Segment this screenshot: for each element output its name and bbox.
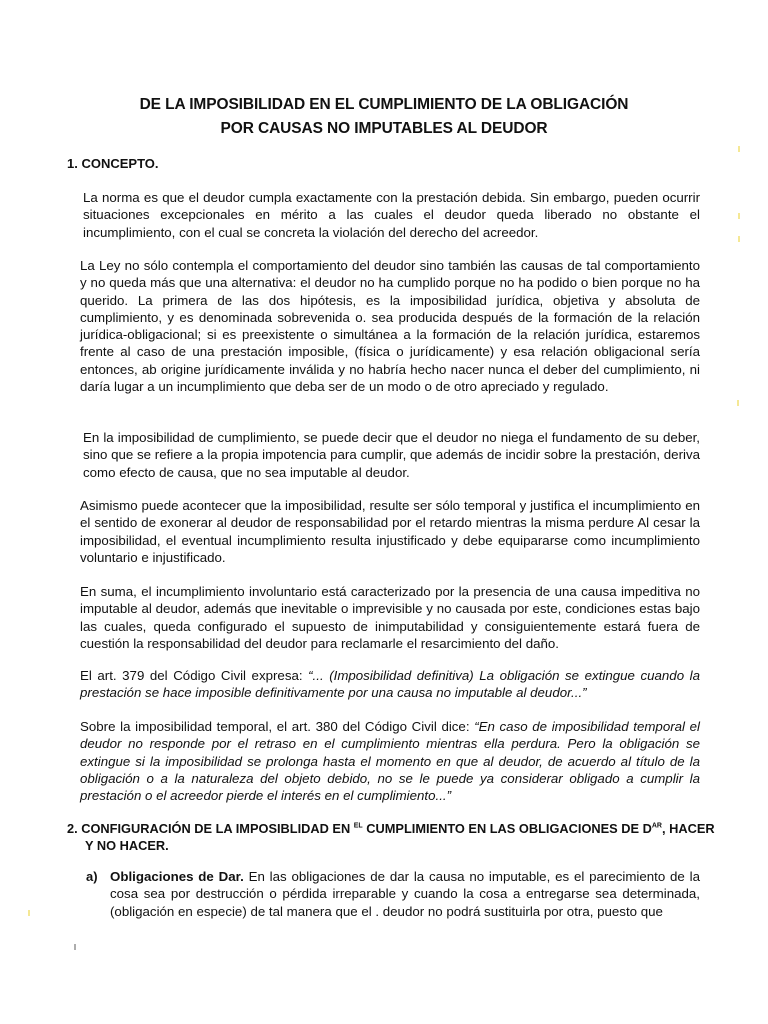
section2-heading-part-a: 2. CONFIGURACIÓN DE LA IMPOSIBLIDAD EN [67,821,354,836]
subsection-a-label: Obligaciones de Dar. [110,869,244,884]
art379-intro: El art. 379 del Código Civil expresa: [80,668,309,683]
scan-speck [738,213,740,219]
document-title-line1: DE LA IMPOSIBILIDAD EN EL CUMPLIMIENTO DE LA OBLIGACIÓN [139,96,629,113]
paragraph-art379 [80,667,700,702]
section2-superscript-el: EL [353,822,363,830]
subsection-a-text: En las obligaciones de dar la causa no imputable, es el parecimiento de la cosa sea por destrucción o pérdida irreparable y cuando la cosa a entregarse sea determinada, (obligación en especie) de tal manera que el . deudor no podrá sustituirla por otra, puesto que [110,869,700,919]
section2-heading-part-c: , HACER [661,821,715,836]
scan-speck [738,146,740,152]
scan-speck [28,910,30,916]
art379-quote: “... (Imposibilidad definitiva) La obligación se extingue cuando la prestación se hace imposible definitivamente por una causa no imputable al deudor...” [80,668,701,701]
scan-speck [737,400,739,406]
art380-intro: Sobre la imposibilidad temporal, el art. 380 del Código Civil dice: [80,719,475,734]
paragraph-2: La Ley no sólo contempla el comportamiento del deudor sino también las causas de tal comportamiento y no queda más que una alternativa: el deudor no ha cumplido porque no ha podido o bien porque no ha querido. La primera de las dos hipótesis, es la imposibilidad jurídica, objetiva y absoluta de cumplimiento, y es denominada sobrevenida o. sea producida después de la formación de la relación jurídica-obligacional; si es preexistente o simultánea a la formación de la relación jurídica, estaremos frente al caso de una prestación imposible, (física o jurídicamente) y esa relación obligacional sería entonces, ab origine jurídicamente inválida y no habría hecho nacer nunca el deber del cumplimiento, ni daría lugar a un incumplimiento que deba ser de un modo o de otro apreciado y regulado. [80,258,700,395]
section-heading-configuracion [67,821,715,836]
scan-speck [74,944,76,950]
paragraph-1: La norma es que el deudor cumpla exactamente con la prestación debida. Sin embargo, pueden ocurrir situaciones excepcionales en mérito a las cuales el deudor queda liberado no obstante el incumplimiento, con el cual se concreta la violación del derecho del acreedor. [83,190,700,240]
document-title-line2: POR CAUSAS NO IMPUTABLES AL DEUDOR [220,120,548,137]
art380-quote: “En caso de imposibilidad temporal el deudor no responde por el retraso en el cumplimiento mientras ella perdura. Pero la obligación se extingue si la imposibilidad se prolonga hasta el momento en que al deudor, de acuerdo al título de la obligación o a la naturaleza del objeto debido, no se le puede ya considerar obligado a cumplir la prestación o el acreedor pierde el interés en el cumplimiento...” [80,719,700,804]
paragraph-art380 [80,718,700,804]
section-heading-configuracion-line2: Y NO HACER. [85,838,169,853]
section2-heading-part-b: CUMPLIMIENTO EN LAS OBLIGACIONES DE D [362,821,652,836]
paragraph-5: En suma, el incumplimiento involuntario está caracterizado por la presencia de una causa impeditiva no imputable al deudor, además que inevitable o imprevisible y no causada por este, condiciones estas bajo las cuales, queda configurado el supuesto de inimputabilidad y consiguientemente estará fuera de cuestión la responsabilidad del deudor para reclamarle el resarcimiento del daño. [80,584,700,651]
paragraph-3: En la imposibilidad de cumplimiento, se puede decir que el deudor no niega el fundamento de su deber, sino que se refiere a la propia impotencia para cumplir, que además de incidir sobre la prestación, deriva como efecto de causa, que no sea imputable al deudor. [83,430,700,480]
section2-superscript-ar: AR [651,822,662,830]
paragraph-4: Asimismo puede acontecer que la imposibilidad, resulte ser sólo temporal y justifica el incumplimiento en el sentido de exonerar al deudor de responsabilidad por el retardo mientras la misma perdure Al cesar la imposibilidad, el eventual incumplimiento resulta injustificado y debe equipararse como incumplimiento voluntario e injustificado. [80,498,700,565]
subsection-a-marker: a) [86,869,98,884]
scan-speck [738,236,740,242]
subsection-a-paragraph [110,868,700,920]
section-heading-concepto: 1. CONCEPTO. [67,156,159,171]
